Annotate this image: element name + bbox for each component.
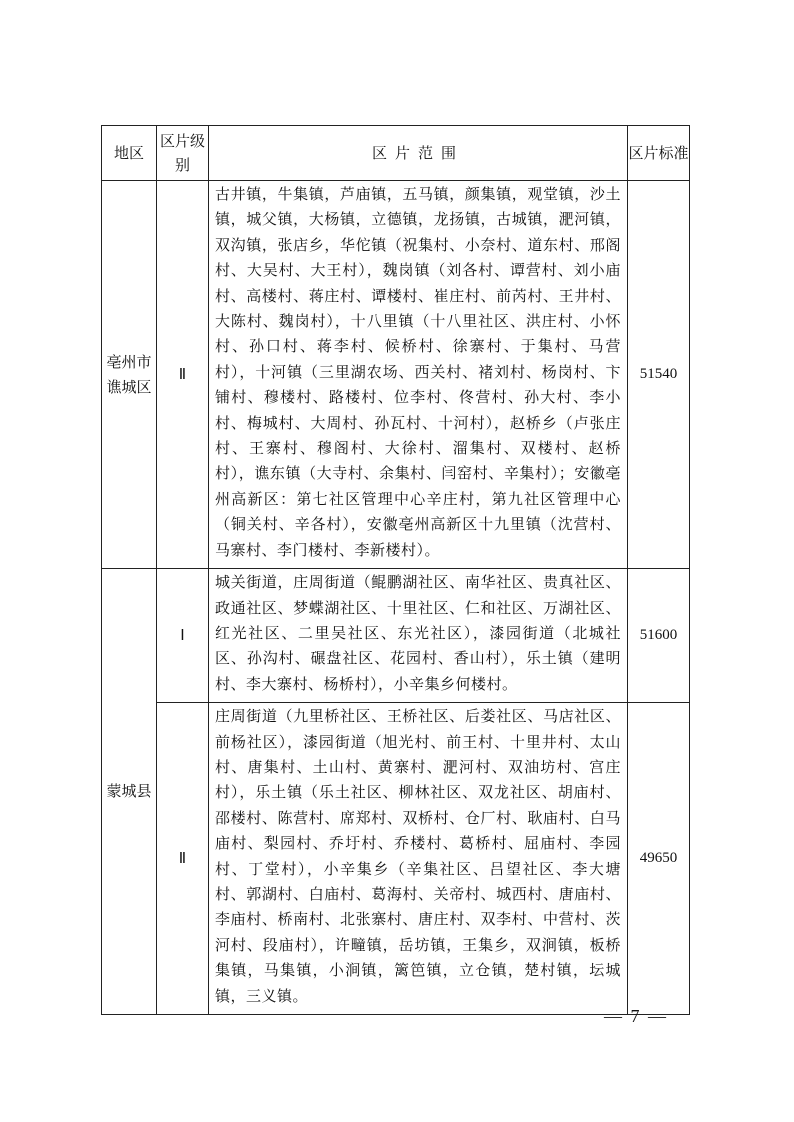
- range-cell: 城关街道，庄周街道（鲲鹏湖社区、南华社区、贵真社区、政通社区、梦蝶湖社区、十里社区、仁和社区、万湖社区、红光社区、二里吴社区、东光社区），漆园街道（北城社区、孙沟村、碾盘社区、花园村、香山村），乐土镇（建明村、李大寨村、杨桥村），小辛集乡何楼村。: [209, 569, 628, 703]
- header-range: 区片范围: [209, 126, 628, 181]
- standard-cell: 51600: [628, 569, 690, 703]
- header-area: 地区: [102, 126, 157, 181]
- area-cell-qiaocheng: 亳州市谯城区: [102, 181, 157, 569]
- standard-cell: 51540: [628, 181, 690, 569]
- header-standard: 区片标准: [628, 126, 690, 181]
- page-number: — 7 —: [604, 1006, 668, 1026]
- table-row: [102, 569, 690, 703]
- table-row: [102, 181, 690, 569]
- area-cell-mengcheng: 蒙城县: [102, 569, 157, 1015]
- range-cell: 庄周街道（九里桥社区、王桥社区、后娄社区、马店社区、前杨社区），漆园街道（旭光村、前王村、十里井村、太山村、唐集村、土山村、黄寨村、淝河村、双油坊村、宫庄村），乐土镇（乐土社区、柳林社区、双龙社区、胡庙村、邵楼村、陈营村、席郑村、双桥村、仓厂村、耿庙村、白马庙村、梨园村、乔圩村、乔楼村、葛桥村、屈庙村、李园村、丁堂村），小辛集乡（辛集社区、吕望社区、李大塘村、郭湖村、白庙村、葛海村、关帝村、城西村、唐庙村、李庙村、桥南村、北张寨村、唐庄村、双李村、中营村、茨河村、段庙村），许疃镇，岳坊镇，王集乡，双涧镇，板桥集镇，马集镇，小涧镇，篱笆镇，立仓镇，楚村镇，坛城镇，三义镇。: [209, 703, 628, 1015]
- header-level: 区片级别: [157, 126, 209, 181]
- level-cell: Ⅱ: [157, 181, 209, 569]
- range-cell: 古井镇，牛集镇，芦庙镇，五马镇，颜集镇，观堂镇，沙土镇，城父镇，大杨镇，立德镇，龙扬镇，古城镇，淝河镇，双沟镇，张店乡，华佗镇（祝集村、小奈村、道东村、邢阁村、大吴村、大王村），魏岗镇（刘各村、谭营村、刘小庙村、高楼村、蒋庄村、谭楼村、崔庄村、前芮村、王井村、大陈村、魏岗村），十八里镇（十八里社区、洪庄村、小怀村、孙口村、蒋李村、候桥村、徐寨村、于集村、马营村），十河镇（三里湖农场、西关村、褚刘村、杨岗村、卞铺村、穆楼村、路楼村、位李村、佟营村、孙大村、李小村、梅城村、大周村、孙瓦村、十河村），赵桥乡（卢张庄村、王寨村、穆阁村、大徐村、溜集村、双楼村、赵桥村），谯东镇（大寺村、余集村、闫窑村、辛集村）；安徽亳州高新区：第七社区管理中心辛庄村，第九社区管理中心（铜关村、辛各村），安徽亳州高新区十九里镇（沈营村、马寨村、李门楼村、李新楼村）。: [209, 181, 628, 569]
- table-row: [102, 703, 690, 1015]
- table-header-row: [102, 126, 690, 181]
- level-cell: Ⅱ: [157, 703, 209, 1015]
- level-cell: Ⅰ: [157, 569, 209, 703]
- standard-cell: 49650: [628, 703, 690, 1015]
- land-zone-table: [101, 125, 690, 1015]
